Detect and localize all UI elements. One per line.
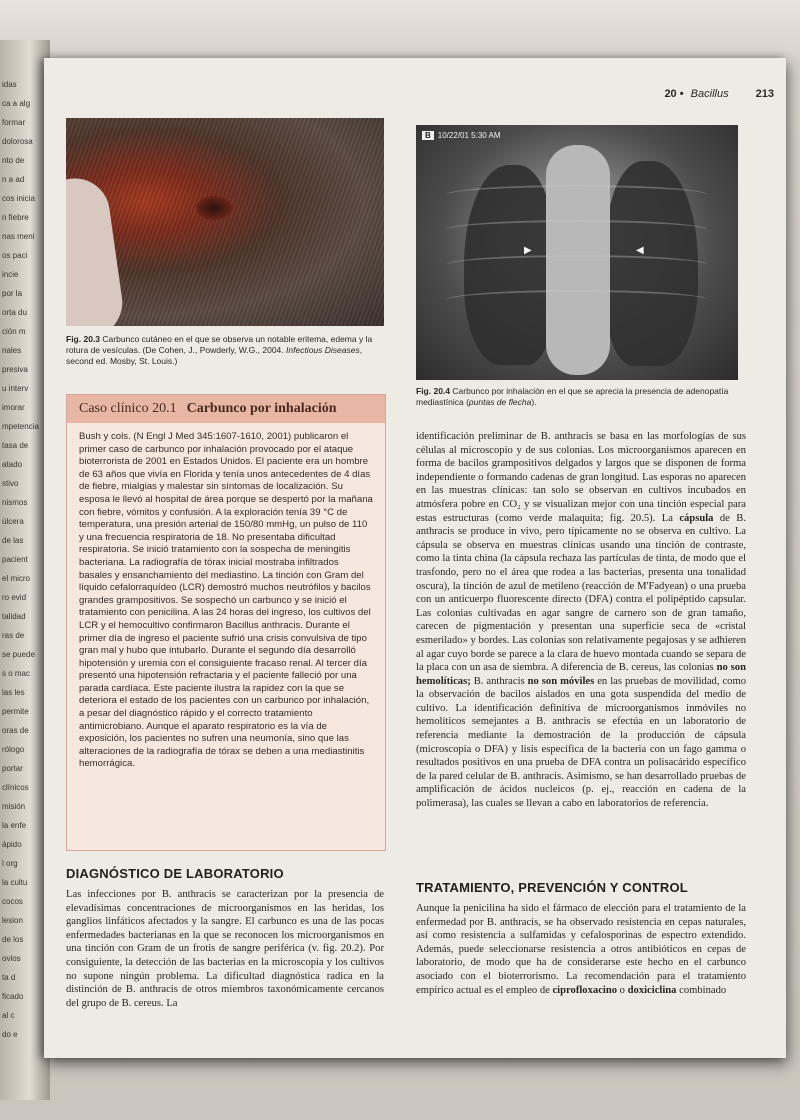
facing-page-fragment: permite: [2, 707, 29, 716]
facing-page-fragment: imorar: [2, 403, 25, 412]
facing-page-fragment: dolorosa: [2, 137, 33, 146]
facing-page-fragment: incie: [2, 270, 19, 279]
facing-page-fragment: ca a alg: [2, 99, 31, 108]
caption-label: Fig. 20.4: [416, 386, 451, 396]
facing-page-fragment: misión: [2, 802, 26, 811]
facing-page-fragment: os paci: [2, 251, 28, 260]
caption-tail: ).: [531, 397, 537, 407]
facing-page-fragment: de los: [2, 935, 24, 944]
facing-page-fragment: nto de: [2, 156, 25, 165]
panel-letter: B: [422, 131, 434, 140]
case-number: Caso clínico 20.1: [79, 401, 177, 416]
facing-page-fragment: stivo: [2, 479, 19, 488]
case-text: Bush y cols. (N Engl J Med 345:1607-1610, 2001) publicaron el primer caso de carbunco por inhalación provocado por el ataque bioterrorista de 2001 en Estados Unidos. El paciente era un hombre de 63 años que vivía en Florida y tenía unos antecedentes de 4 días de fiebre, mialgias y malestar sin síntomas de localización. Su esposa le llevó al hospital de área porque se despertó por la mañana con fiebre, vómitos y confusión. A la exploración tenía 39 °C de temperatura, una presión arterial de 150/80 mmHg, un pulso de 110 y una frecuencia respiratoria de 18. No presentaba dificultad respiratoria. Se inició tratamiento con la sospecha de meningitis bacteriana. La radiografía de tórax inicial mostraba infiltrados basales y ensanchamiento del mediastino. La tinción con Gram del líquido cefalorraquídeo (LCR) demostró muchos neutrófilos y bacilos grandes grampositivos. Se sospechó un carbunco y se inició el tratamiento con penicilina. A las 24 horas del ingreso, los cultivos del LCR y el hemocultivo confirmaron Bacillus anthracis. Durante el primer día de ingreso el paciente sufrió una crisis convulsiva de tipo gran mal y hubo que intubarlo. Durante el segundo día desarrolló hipotensión y uremia con el consiguiente fracaso renal. Al tercer día presentó una hipotensión refractaria y el paciente falleció por una parada cardíaca. Este paciente ilustra la rapidez con la que se deteriora el estado de los pacientes con un carbunco por inhalación, a pesar del diagnóstico rápido y el correcto tratamiento antimicrobiano. Aunque el aparato respiratorio es la vía de exposición, los pacientes no sufren una neumonía, sino que las alteraciones de la radiografía de tórax se deben a una mediastinitis hemorrágica.: [79, 431, 373, 770]
facing-page-fragment: ta d: [2, 973, 16, 982]
facing-page-fragment: formar: [2, 118, 26, 127]
figure-20-4-caption: [416, 386, 746, 408]
caption-tail: , second ed. Mosby, St. Louis.): [66, 345, 363, 366]
facing-page-fragment: ción m: [2, 327, 26, 336]
facing-page-fragment: atado: [2, 460, 23, 469]
facing-page-fragment: rólogo: [2, 745, 25, 754]
facing-page-fragment: de las: [2, 536, 24, 545]
facing-page-fragment: mpetencia: [2, 422, 39, 431]
facing-page-fragment: do e: [2, 1030, 18, 1039]
caption-label: Fig. 20.3: [66, 334, 101, 344]
case-header: [67, 395, 385, 423]
facing-page-fragment: n fiebre: [2, 213, 29, 222]
facing-page-fragment: la cultu: [2, 878, 28, 887]
facing-page-fragment: ras de: [2, 631, 25, 640]
section-name: Bacillus: [690, 88, 729, 100]
facing-page-fragment: nismos: [2, 498, 28, 507]
facing-page-fragment: la enfe: [2, 821, 27, 830]
facing-page-fragment: lesion: [2, 916, 23, 925]
facing-page-fragment: nales: [2, 346, 22, 355]
facing-page-fragment: orta du: [2, 308, 27, 317]
facing-page-fragment: ovios: [2, 954, 21, 963]
facing-page-fragment: portar: [2, 764, 23, 773]
facing-page-fragment: oras de: [2, 726, 29, 735]
arrowhead-icon: ▶: [524, 245, 532, 256]
facing-page-fragment: al c: [2, 1011, 15, 1020]
caption-text: Carbunco por inhalación en el que se aprecia la presencia de adenopatía mediastínica (: [416, 386, 729, 407]
book-page: [44, 58, 786, 1058]
facing-page-edge: [0, 40, 50, 1100]
facing-page-fragment: u interv: [2, 384, 29, 393]
xray-label: [422, 131, 501, 140]
right-column-text: [416, 430, 746, 811]
facing-page-fragment: s o mac: [2, 669, 31, 678]
figure-chest-xray: [416, 125, 738, 380]
facing-page-fragment: clínicos: [2, 783, 29, 792]
facing-page-fragment: tasa de: [2, 441, 29, 450]
caption-text: Carbunco cutáneo en el que se observa un notable eritema, edema y la rotura de vesículas. (De Cohen, J., Powderly, W.G., 2004.: [66, 334, 373, 355]
facing-page-fragment: el micro: [2, 574, 31, 583]
lab-diagnosis-text: [66, 888, 384, 1010]
paragraph: identificación preliminar de B. anthracis se basa en las morfologías de sus células al microscopio y de sus colonias. Los microorganismos aparecen en forma de bacilos grampositivos delgados y largos que se disponen de forma independiente o formando cadenas de gran longitud. Las esporas no aparecen en las muestras clínicas: tan solo se observan en cultivos incubados en atmósfera pobre en CO₂ y se visualizan mejor con una tinción especial para estas estructuras (como verde malaquita; fig. 20.5). La cápsula de B. anthracis se produce in vivo, pero típicamente no se observa en cultivo. La cápsula se observa en muestras clínicas usando una tinción de contraste, como la tinta china (la cápsula rechaza las partículas de tinta, de modo que el trasfondo, pero no el área que rodea a las bacterias, presenta una tonalidad oscura), la tinción de azul de metileno (reacción de M'Fadyean) o una prueba con un anticuerpo fluorescente directo (DFA) contra el polipéptido capsular. Las colonias cultivadas en agar sangre de carnero son de gran tamaño, carecen de pigmentación y presentan una superficie seca de «cristal esmerilado» y bordes. Las colonias son relativamente pegajosas y se adhieren al agar cuyo borde se parece a la clara de huevo montada cuando se separa de la placa con un asa de siembra. A diferencia de B. cereus, las colonias no son hemolíticas; B. anthracis no son móviles en las pruebas de movilidad, como la observación de bacilos aislados en una gota suspendida del medio de cultivo. La identificación definitiva de microorganismos inmóviles no hemolíticos semejantes a B. anthracis se efectúa en un laboratorio de referencia mediante la demostración de la producción de cápsula (microscopia o DFA) y lisis específica de la bacteria con un fago gamma o resultados positivos en una prueba de DFA contra un polisacárido específico de la pared celular de B. anthracis. Asimismo, se han desarrollado pruebas de amplificación de ácidos nucleicos (p. ej., reacción en cadena de la polimerasa), las cuales se llevan a cabo en laboratorios de referencia.: [416, 431, 746, 810]
case-title: Carbunco por inhalación: [186, 401, 337, 416]
treatment-text: [416, 902, 746, 997]
facing-page-fragment: n a ad: [2, 175, 25, 184]
figure-20-3-caption: [66, 334, 384, 367]
facing-page-fragment: se puede: [2, 650, 35, 659]
facing-page-fragment: por la: [2, 289, 23, 298]
facing-page-fragment: idas: [2, 80, 17, 89]
paragraph: Aunque la penicilina ha sido el fármaco de elección para el tratamiento de la enfermedad por B. anthracis, se ha observado resistencia en cepas naturales, así como resistencia a sulfamidas y cefalosporinas de espectro extendido. Además, puede seleccionarse resistencia a otros antibióticos en cepas de laboratorio, de modo que ha de considerarse este hecho en el carbunco asociado con el bioterrorismo. La recomendación para el tratamiento empírico actual es el empleo de ciprofloxacino o doxiciclina combinado: [416, 903, 746, 996]
facing-page-fragment: ro evid: [2, 593, 27, 602]
facing-page-fragment: pacient: [2, 555, 28, 564]
chapter-number: 20: [664, 88, 677, 100]
page-number: 213: [755, 88, 774, 100]
header-separator: •: [679, 88, 684, 100]
facing-page-fragment: talidad: [2, 612, 26, 621]
arrowhead-icon: ◀: [636, 245, 644, 256]
facing-page-fragment: ápido: [2, 840, 22, 849]
facing-page-fragment: l org: [2, 859, 18, 868]
facing-page-fragment: nas meni: [2, 232, 35, 241]
running-header: [624, 88, 774, 100]
xray-timestamp: 10/22/01 5:30 AM: [437, 131, 501, 140]
facing-page-fragment: presiva: [2, 365, 28, 374]
facing-page-fragment: ficado: [2, 992, 24, 1001]
caption-italic: puntas de flecha: [468, 397, 532, 407]
facing-page-fragment: cos inicia: [2, 194, 35, 203]
facing-page-fragment: las les: [2, 688, 25, 697]
section-heading-lab: DIAGNÓSTICO DE LABORATORIO: [66, 866, 284, 881]
caption-source: Infectious Diseases: [286, 345, 360, 355]
facing-page-fragment: cocos: [2, 897, 23, 906]
paragraph: Las infecciones por B. anthracis se caracterizan por la presencia de elevadísimas concentraciones de microorganismos en las heridas, los ganglios linfáticos afectados y la sangre. El carbunco es una de las pocas enfermedades bacterianas en la que se reconocen los microorganismos en una tinción con Gram de un frotis de sangre periférica (v. fig. 20.2). Por consiguiente, la detección de las bacterias en la microscopia y los cultivos no supone ningún problema. La dificultad diagnóstica radica en la distinción de B. anthracis de otros miembros taxonómicamente cercanos del grupo de B. cereus. La: [66, 889, 384, 1009]
section-heading-treatment: TRATAMIENTO, PREVENCIÓN Y CONTROL: [416, 880, 688, 895]
facing-page-fragment: úlcera: [2, 517, 24, 526]
clinical-case-box: [66, 394, 386, 851]
figure-cutaneous-anthrax-photo: [66, 118, 384, 326]
